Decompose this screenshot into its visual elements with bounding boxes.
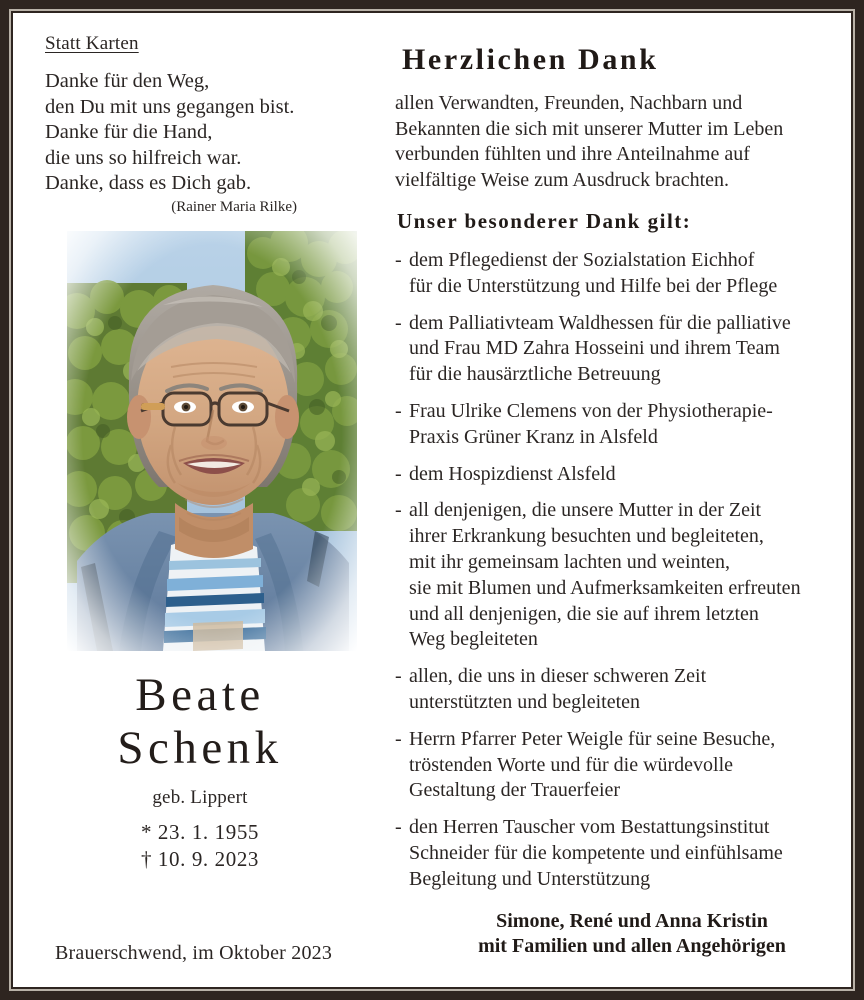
list-dash: - [395,816,402,839]
portrait-photo-image [67,231,357,651]
list-dash: - [395,462,402,485]
item-line: den Herren Tauscher vom Bestattungsinstitut [409,816,770,839]
list-dash: - [395,399,402,422]
notice-page [13,13,851,987]
thanks-title: Herzlichen Dank [402,43,659,76]
list-dash: - [395,249,402,271]
verse-attribution: (Rainer Maria Rilke) [171,198,297,215]
item-line: und Frau MD Zahra Hosseini und ihrem Team [409,337,780,360]
birth-date: * 23. 1. 1955 [140,819,260,844]
verse-line: den Du mit uns gegangen bist. [45,95,295,118]
last-name: Schenk [117,721,283,774]
list-dash: - [395,311,402,334]
item-line: dem Pflegedienst der Sozialstation Eichhof [409,249,755,271]
item-line: dem Hospizdienst Alsfeld [409,462,616,485]
thanks-list-item [395,311,835,388]
item-line: Schneider für die kompetente und einfühlsame [409,841,783,864]
item-line: für die Unterstützung und Hilfe bei der Pflege [409,274,778,297]
list-dash: - [395,727,402,750]
item-line: unterstützten und begleiteten [409,690,641,713]
item-line: all denjenigen, die unsere Mutter in der Zeit [409,499,762,522]
thanks-list-item [395,248,835,300]
life-dates [37,819,363,873]
item-line: Begleitung und Unterstützung [409,867,651,890]
thanks-intro [395,91,835,193]
intro-line: allen Verwandten, Freunden, Nachbarn und [395,92,743,114]
list-dash: - [395,665,402,688]
thanks-list-item [395,462,835,488]
item-line: mit ihr gemeinsam lachten und weinten, [409,550,731,573]
thanks-list [395,248,835,893]
item-line: Herrn Pfarrer Peter Weigle für seine Besuche, [409,727,776,750]
intro-line: vielfältige Weise zum Ausdruck brachten. [395,168,730,191]
thanks-list-item [395,664,835,716]
left-column [13,13,381,987]
first-name: Beate [135,668,265,721]
thanks-list-item [395,815,835,892]
right-column [381,13,851,987]
item-line: Weg begleiteten [409,628,538,651]
item-line: dem Palliativteam Waldhessen für die palliative [409,311,791,334]
item-line: für die hausärztliche Betreuung [409,363,661,386]
item-line: und all denjenigen, die sie auf ihrem letzten [409,602,759,625]
list-dash: - [395,499,402,522]
signature-line: mit Familien und allen Angehörigen [478,934,786,957]
verse-line: Danke, dass es Dich gab. [45,172,252,194]
item-line: ihrer Erkrankung besuchten und begleiteten, [409,525,764,548]
verse-line: die uns so hilfreich war. [45,146,242,169]
verse-poem [45,69,373,217]
item-line: tröstenden Worte und für die würdevolle [409,753,734,776]
intro-line: verbunden fühlten und ihre Anteilnahme auf [395,143,750,165]
intro-line: Bekannten die sich mit unserer Mutter im Leben [395,117,784,140]
item-line: Gestaltung der Trauerfeier [409,779,621,802]
family-signature [395,909,835,959]
deceased-name-block [37,669,373,873]
verse-line: Danke für den Weg, [45,70,210,92]
death-date: † 10. 9. 2023 [140,846,260,871]
verse-line: Danke für die Hand, [45,121,213,143]
thanks-list-item [395,399,835,451]
item-line: sie mit Blumen und Aufmerksamkeiten erfreuten [409,576,801,599]
item-line: Frau Ulrike Clemens von der Physiotherapie- [409,399,773,422]
item-line: allen, die uns in dieser schweren Zeit [409,665,707,688]
thanks-list-item [395,727,835,804]
signature-line: Simone, René und Anna Kristin [496,909,768,932]
thanks-list-item [395,498,835,653]
maiden-name: geb. Lippert [152,786,248,808]
frame-inner-rule [9,9,855,991]
statt-karten-heading: Statt Karten [45,33,139,54]
place-and-date: Brauerschwend, im Oktober 2023 [55,942,333,964]
thanks-subtitle: Unser besonderer Dank gilt: [397,209,692,233]
portrait-photo [67,231,357,651]
item-line: Praxis Grüner Kranz in Alsfeld [409,425,658,448]
